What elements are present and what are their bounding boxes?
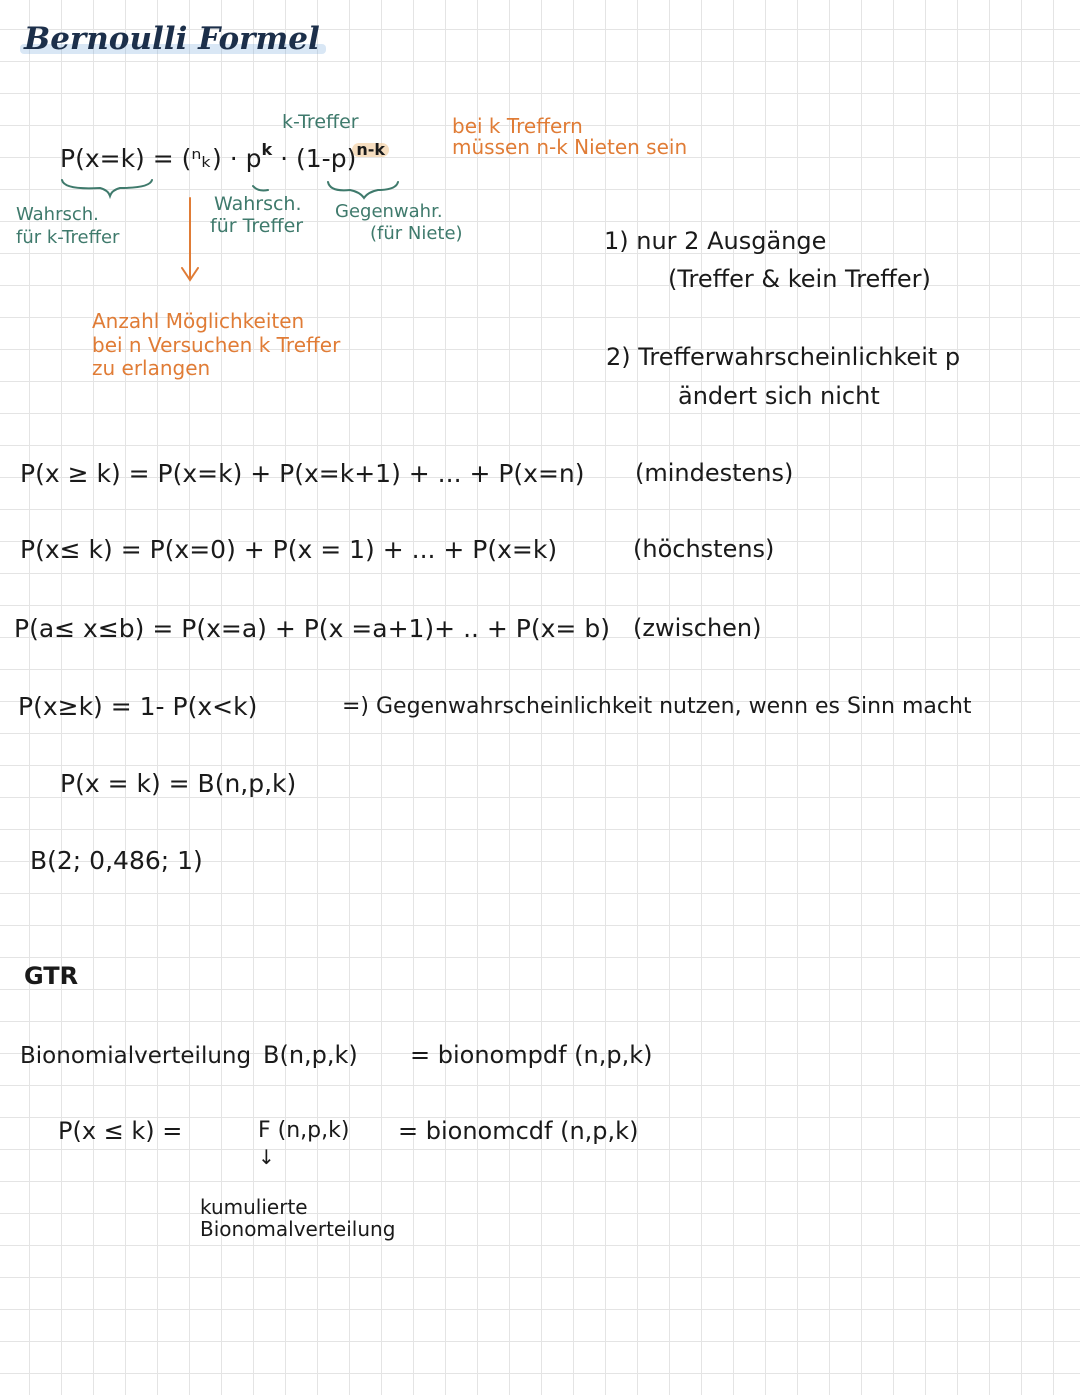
rule-hoechstens-note: (höchstens) xyxy=(633,535,775,563)
annotation-wahrsch-k-treffer-1: Wahrsch. xyxy=(16,204,99,225)
gtr-cdf-eq: = bionomcdf (n,p,k) xyxy=(398,1117,639,1145)
gtr-pdf-label: Bionomialverteilung xyxy=(20,1043,252,1069)
gtr-pdf-eq: = bionompdf (n,p,k) xyxy=(410,1041,653,1069)
annotation-wahrsch-k-treffer-2: für k-Treffer xyxy=(16,227,120,248)
complement-note: =) Gegenwahrscheinlichkeit nutzen, wenn es Sinn macht xyxy=(342,694,972,719)
page-title: Bernoulli Formel xyxy=(24,21,320,57)
formula-q-exponent: n-k xyxy=(356,140,385,159)
formula-lhs: P(x=k) = xyxy=(60,144,174,173)
annotation-gegenwahr-2: (für Niete) xyxy=(370,223,463,244)
rule-hoechstens-formula: P(x≤ k) = P(x=0) + P(x = 1) + ... + P(x=k) xyxy=(20,535,558,564)
b-notation: P(x = k) = B(n,p,k) xyxy=(60,769,297,798)
brace-under-q xyxy=(328,182,398,198)
annotation-k-treffer: k-Treffer xyxy=(282,111,359,133)
rule-mindestens-formula: P(x ≥ k) = P(x=k) + P(x=k+1) + ... + P(x=n) xyxy=(20,459,585,488)
annotation-wahrsch-treffer-2: für Treffer xyxy=(210,215,304,237)
formula-dot: · xyxy=(280,144,289,173)
condition-2-line-1: 2) Trefferwahrscheinlichkeit p xyxy=(606,343,961,371)
formula-dot: · xyxy=(229,144,238,173)
formula-p-exponent: k xyxy=(261,140,273,159)
condition-1-line-1: 1) nur 2 Ausgänge xyxy=(604,227,827,255)
gtr-cdf-f: F (n,p,k) xyxy=(258,1118,350,1143)
annotation-gegenwahr-1: Gegenwahr. xyxy=(335,201,443,222)
gtr-kum-label-1: kumulierte xyxy=(200,1195,308,1219)
gtr-heading: GTR xyxy=(24,962,79,990)
formula-p: p xyxy=(245,144,262,173)
gtr-kum-label-2: Bionomalverteilung xyxy=(200,1217,396,1241)
condition-1-line-2: (Treffer & kein Treffer) xyxy=(668,265,931,293)
annotation-wahrsch-treffer-1: Wahrsch. xyxy=(214,193,302,215)
complement-formula: P(x≥k) = 1- P(x<k) xyxy=(18,692,258,721)
annotation-anzahl-1: Anzahl Möglichkeiten xyxy=(92,309,305,333)
annotation-anzahl-3: zu erlangen xyxy=(92,356,211,380)
gtr-pdf-b: B(n,p,k) xyxy=(263,1041,358,1069)
rule-zwischen-note: (zwischen) xyxy=(633,614,762,642)
formula-q: (1-p) xyxy=(296,144,357,173)
annotation-muessen-nieten: müssen n-k Nieten sein xyxy=(452,135,688,159)
rule-zwischen-formula: P(a≤ x≤b) = P(x=a) + P(x =a+1)+ .. + P(x= b) xyxy=(14,614,610,643)
arrow-under-binomial xyxy=(182,198,198,280)
rule-mindestens-note: (mindestens) xyxy=(635,459,794,487)
bernoulli-formula xyxy=(60,140,385,174)
formula-binomial: (ⁿₖ) xyxy=(181,144,222,173)
brace-under-p xyxy=(253,186,268,191)
gtr-cdf-lhs: P(x ≤ k) = xyxy=(58,1117,183,1145)
annotation-anzahl-2: bei n Versuchen k Treffer xyxy=(92,333,341,357)
annotation-bei-k-treffern: bei k Treffern xyxy=(452,114,583,138)
brace-under-lhs xyxy=(62,180,152,196)
example: B(2; 0,486; 1) xyxy=(30,846,203,875)
condition-2-line-2: ändert sich nicht xyxy=(678,382,880,410)
arrow-down-icon: ↓ xyxy=(258,1145,275,1169)
